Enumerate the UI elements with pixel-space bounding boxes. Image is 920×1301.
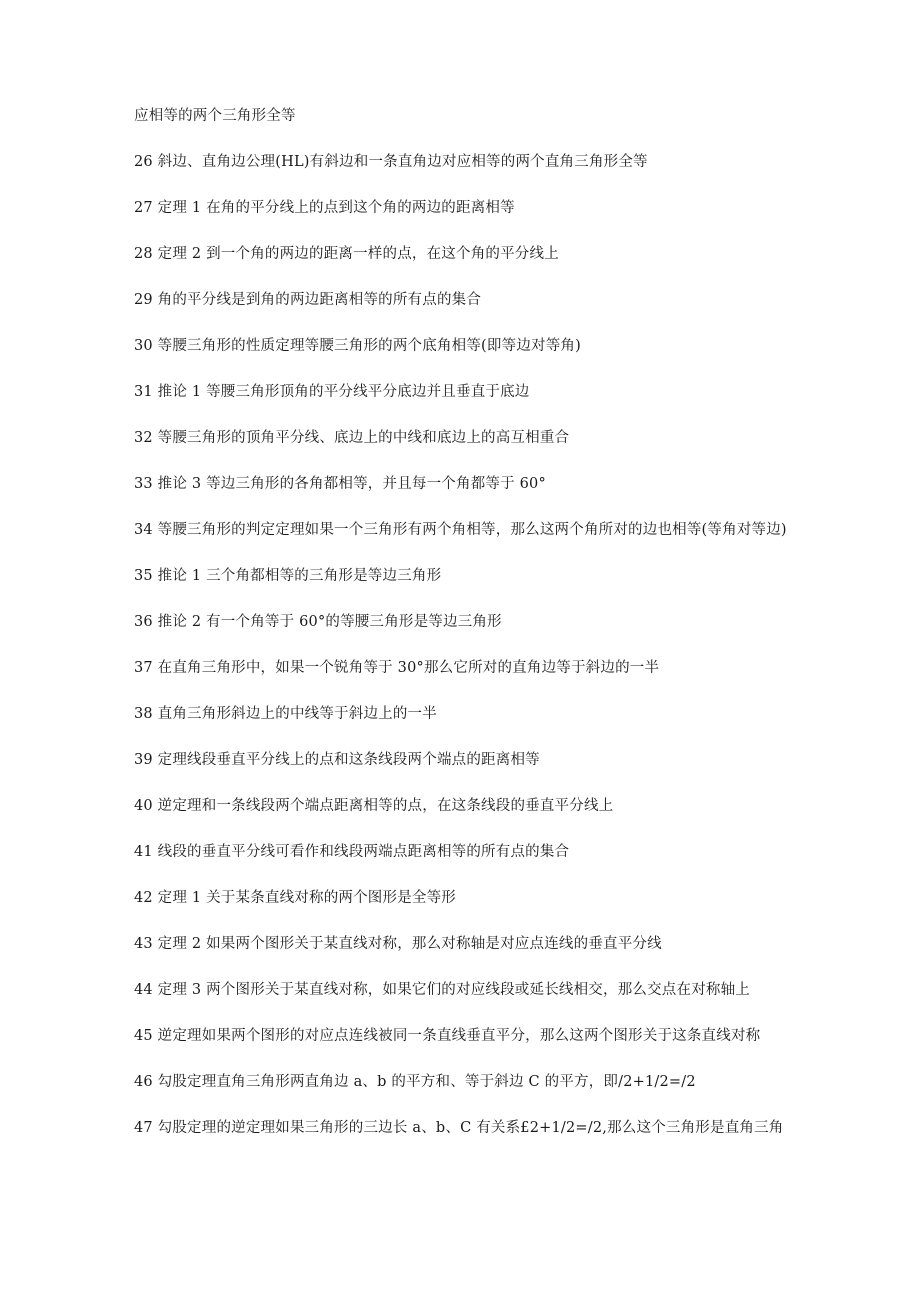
- text-line: 26 斜边、直角边公理(HL)有斜边和一条直角边对应相等的两个直角三角形全等: [134, 154, 648, 170]
- text-line: 47 勾股定理的逆定理如果三角形的三边长 a、b、C 有关系£2+1/2=/2,那么这个三角形是直角三角: [134, 1120, 784, 1136]
- text-line: 36 推论 2 有一个角等于 60°的等腰三角形是等边三角形: [134, 614, 502, 630]
- text-line: 35 推论 1 三个角都相等的三角形是等边三角形: [134, 568, 442, 584]
- text-line: 28 定理 2 到一个角的两边的距离一样的点，在这个角的平分线上: [134, 246, 559, 262]
- text-line: 40 逆定理和一条线段两个端点距离相等的点，在这条线段的垂直平分线上: [134, 798, 614, 814]
- text-line: 30 等腰三角形的性质定理等腰三角形的两个底角相等(即等边对等角): [134, 338, 581, 354]
- text-line: 39 定理线段垂直平分线上的点和这条线段两个端点的距离相等: [134, 752, 540, 768]
- text-line: 42 定理 1 关于某条直线对称的两个图形是全等形: [134, 890, 457, 906]
- document-page: [134, 105, 794, 1163]
- text-line: 38 直角三角形斜边上的中线等于斜边上的一半: [134, 706, 437, 722]
- text-line: 27 定理 1 在角的平分线上的点到这个角的两边的距离相等: [134, 200, 515, 216]
- text-line: 31 推论 1 等腰三角形顶角的平分线平分底边并且垂直于底边: [134, 384, 530, 400]
- text-line: 32 等腰三角形的顶角平分线、底边上的中线和底边上的高互相重合: [134, 430, 570, 446]
- text-line: 34 等腰三角形的判定定理如果一个三角形有两个角相等，那么这两个角所对的边也相等(等角对等边): [134, 522, 787, 538]
- text-line: 45 逆定理如果两个图形的对应点连线被同一条直线垂直平分，那么这两个图形关于这条直线对称: [134, 1028, 761, 1044]
- text-line: 46 勾股定理直角三角形两直角边 a、b 的平方和、等于斜边 C 的平方，即/2+1/2=/2: [134, 1074, 696, 1090]
- text-line: 41 线段的垂直平分线可看作和线段两端点距离相等的所有点的集合: [134, 844, 570, 860]
- text-line: 37 在直角三角形中，如果一个锐角等于 30°那么它所对的直角边等于斜边的一半: [134, 660, 660, 676]
- text-line: 29 角的平分线是到角的两边距离相等的所有点的集合: [134, 292, 482, 308]
- text-line: 43 定理 2 如果两个图形关于某直线对称，那么对称轴是对应点连线的垂直平分线: [134, 936, 662, 952]
- text-line: 44 定理 3 两个图形关于某直线对称，如果它们的对应线段或延长线相交，那么交点在对称轴上: [134, 982, 750, 998]
- text-line: 应相等的两个三角形全等: [134, 108, 296, 124]
- text-line: 33 推论 3 等边三角形的各角都相等，并且每一个角都等于 60°: [134, 476, 546, 492]
